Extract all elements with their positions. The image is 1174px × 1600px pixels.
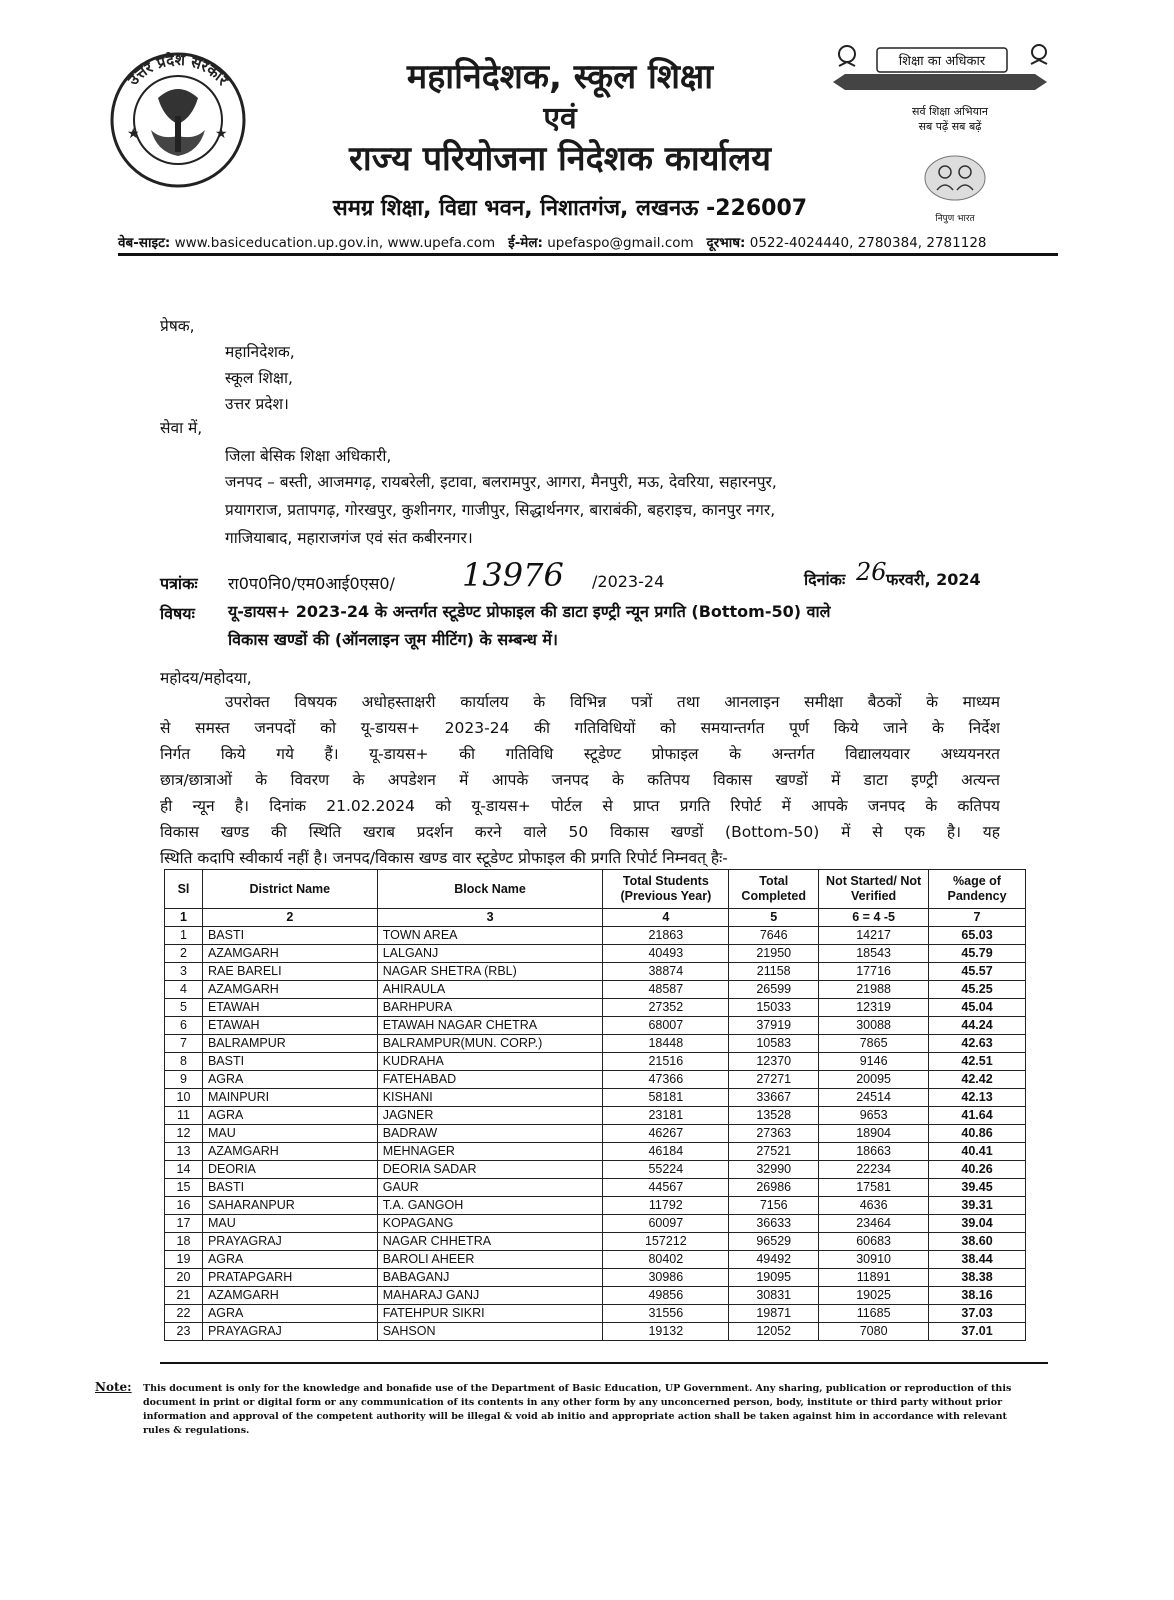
col-number: 1 xyxy=(165,909,203,927)
cell-not-started: 11685 xyxy=(819,1305,929,1323)
cell-sl: 8 xyxy=(165,1053,203,1071)
table-row xyxy=(165,1179,1026,1197)
subject-line: यू-डायस+ 2023-24 के अन्तर्गत स्टूडेण्ट प्रोफाइल की डाटा इण्ट्री न्यून प्रगति (Bottom-50) वाले xyxy=(228,602,831,621)
table-row xyxy=(165,1035,1026,1053)
cell-district: AZAMGARH xyxy=(202,1287,377,1305)
recipient-line: प्रयागराज, प्रतापगढ़, गोरखपुर, कुशीनगर, गाजीपुर, सिद्धार्थनगर, बाराबंकी, बहराइच, कानपुर नगर, xyxy=(225,501,776,519)
cell-block: JAGNER xyxy=(377,1107,603,1125)
cell-sl: 11 xyxy=(165,1107,203,1125)
cell-block: FATEHPUR SIKRI xyxy=(377,1305,603,1323)
cell-not-started: 11891 xyxy=(819,1269,929,1287)
cell-sl: 1 xyxy=(165,927,203,945)
cell-district: BASTI xyxy=(202,1179,377,1197)
cell-pendency: 40.86 xyxy=(929,1125,1026,1143)
cell-not-started: 23464 xyxy=(819,1215,929,1233)
cell-total-completed: 33667 xyxy=(729,1089,819,1107)
cell-total-completed: 27363 xyxy=(729,1125,819,1143)
cell-block: FATEHABAD xyxy=(377,1071,603,1089)
subject-line: विकास खण्डों की (ऑनलाइन जूम मीटिंग) के सम्बन्ध में। xyxy=(228,630,558,649)
cell-district: DEORIA xyxy=(202,1161,377,1179)
table-row xyxy=(165,1251,1026,1269)
sender-line: उत्तर प्रदेश। xyxy=(225,395,289,413)
emblem-text: उत्तर प्रदेश सरकार xyxy=(124,50,232,89)
cell-total-students: 47366 xyxy=(603,1071,729,1089)
cell-pendency: 38.60 xyxy=(929,1233,1026,1251)
cell-total-completed: 15033 xyxy=(729,999,819,1017)
table-row xyxy=(165,945,1026,963)
cell-total-students: 157212 xyxy=(603,1233,729,1251)
cell-not-started: 21988 xyxy=(819,981,929,999)
website-label: वेब-साइट: xyxy=(118,235,171,251)
recipient-line: जनपद – बस्ती, आजमगढ़, रायबरेली, इटावा, बलरामपुर, आगरा, मैनपुरी, मऊ, देवरिया, सहारनपुर, xyxy=(225,473,777,491)
cell-total-students: 31556 xyxy=(603,1305,729,1323)
cell-total-completed: 27521 xyxy=(729,1143,819,1161)
cell-pendency: 40.26 xyxy=(929,1161,1026,1179)
cell-total-students: 30986 xyxy=(603,1269,729,1287)
cell-block: GAUR xyxy=(377,1179,603,1197)
cell-total-students: 21863 xyxy=(603,927,729,945)
cell-total-completed: 7646 xyxy=(729,927,819,945)
table-row xyxy=(165,1269,1026,1287)
table-body xyxy=(165,927,1026,1341)
table-row xyxy=(165,1215,1026,1233)
table-row xyxy=(165,963,1026,981)
reference-label: पत्रांकः xyxy=(160,574,198,593)
table-row xyxy=(165,1125,1026,1143)
body-line: छात्र/छात्राओं के विवरण के अपडेशन में आपके जनपद के कतिपय विकास खण्डों में डाटा इण्ट्री अत्यन्त xyxy=(160,771,1000,789)
cell-total-completed: 37919 xyxy=(729,1017,819,1035)
cell-total-completed: 27271 xyxy=(729,1071,819,1089)
cell-not-started: 7865 xyxy=(819,1035,929,1053)
cell-total-students: 58181 xyxy=(603,1089,729,1107)
cell-not-started: 9146 xyxy=(819,1053,929,1071)
cell-total-completed: 32990 xyxy=(729,1161,819,1179)
cell-district: MAU xyxy=(202,1215,377,1233)
cell-district: ETAWAH xyxy=(202,999,377,1017)
right-to-education-logo xyxy=(825,38,1055,100)
date-month-year: फरवरी, 2024 xyxy=(886,570,981,589)
cell-pendency: 45.79 xyxy=(929,945,1026,963)
cell-sl: 14 xyxy=(165,1161,203,1179)
cell-total-completed: 36633 xyxy=(729,1215,819,1233)
table-row xyxy=(165,1053,1026,1071)
cell-total-students: 60097 xyxy=(603,1215,729,1233)
bottom-50-progress-table xyxy=(164,869,1026,1341)
note-text: This document is only for the knowledge and bonafide use of the Department of Basic Education, UP Government. Any sharing, publication or reproduction of this document in print or digital form or any communication of its contents in any other form by any unconcerned person, body, institute or third party without prior information and approval of the competent authority will be illegal & void ab initio and appropriate action shall be taken against him in accordance with relevant rules & regulations. xyxy=(143,1383,1012,1436)
col-number: 7 xyxy=(929,909,1026,927)
body-line: स्थिति कदापि स्वीकार्य नहीं है। जनपद/विकास खण्ड वार स्टूडेण्ट प्रोफाइल की प्रगति रिपोर्ट निम्नवत् हैः- xyxy=(160,849,728,867)
svg-text:★: ★ xyxy=(215,126,228,142)
cell-not-started: 19025 xyxy=(819,1287,929,1305)
cell-total-completed: 12370 xyxy=(729,1053,819,1071)
table-row xyxy=(165,1107,1026,1125)
cell-block: BARHPURA xyxy=(377,999,603,1017)
cell-sl: 20 xyxy=(165,1269,203,1287)
cell-district: AGRA xyxy=(202,1107,377,1125)
svg-text:★: ★ xyxy=(127,126,140,142)
cell-block: LALGANJ xyxy=(377,945,603,963)
cell-block: BABAGANJ xyxy=(377,1269,603,1287)
col-header-pendency: %age of Pandency xyxy=(929,870,1026,909)
cell-total-completed: 12052 xyxy=(729,1323,819,1341)
cell-district: BALRAMPUR xyxy=(202,1035,377,1053)
table-row xyxy=(165,1197,1026,1215)
ssa-line2: सब पढ़ें सब बढ़ें xyxy=(918,120,982,133)
header-divider xyxy=(118,253,1058,256)
cell-pendency: 65.03 xyxy=(929,927,1026,945)
cell-not-started: 30088 xyxy=(819,1017,929,1035)
note-label: Note: xyxy=(95,1380,132,1394)
reference-year: /2023-24 xyxy=(592,572,665,591)
cell-pendency: 42.42 xyxy=(929,1071,1026,1089)
cell-total-completed: 19871 xyxy=(729,1305,819,1323)
col-number: 6 = 4 -5 xyxy=(819,909,929,927)
cell-sl: 10 xyxy=(165,1089,203,1107)
cell-block: NAGAR CHHETRA xyxy=(377,1233,603,1251)
cell-total-completed: 96529 xyxy=(729,1233,819,1251)
cell-sl: 13 xyxy=(165,1143,203,1161)
cell-block: KUDRAHA xyxy=(377,1053,603,1071)
cell-total-students: 46184 xyxy=(603,1143,729,1161)
subject-label: विषयः xyxy=(160,604,195,623)
cell-total-students: 11792 xyxy=(603,1197,729,1215)
phone-label: दूरभाष: xyxy=(706,235,746,251)
cell-pendency: 45.25 xyxy=(929,981,1026,999)
cell-pendency: 39.04 xyxy=(929,1215,1026,1233)
table-row xyxy=(165,999,1026,1017)
cell-total-completed: 21950 xyxy=(729,945,819,963)
cell-district: BASTI xyxy=(202,1053,377,1071)
cell-total-students: 68007 xyxy=(603,1017,729,1035)
cell-not-started: 24514 xyxy=(819,1089,929,1107)
cell-pendency: 38.16 xyxy=(929,1287,1026,1305)
cell-block: BAROLI AHEER xyxy=(377,1251,603,1269)
cell-total-students: 18448 xyxy=(603,1035,729,1053)
email-label: ई-मेल: xyxy=(508,235,543,251)
office-title-line3: राज्य परियोजना निदेशक कार्यालय xyxy=(348,139,772,179)
cell-district: BASTI xyxy=(202,927,377,945)
cell-sl: 7 xyxy=(165,1035,203,1053)
table-row xyxy=(165,1287,1026,1305)
cell-pendency: 45.57 xyxy=(929,963,1026,981)
cell-district: SAHARANPUR xyxy=(202,1197,377,1215)
cell-total-students: 27352 xyxy=(603,999,729,1017)
body-line: ही न्यून है। दिनांक 21.02.2024 को यू-डायस+ पोर्टल से प्राप्त प्रगति रिपोर्ट में आपके जनपद के कतिपय xyxy=(160,797,1000,815)
reference-handwritten-number: 13976 xyxy=(462,556,564,594)
col-header-not-started: Not Started/ Not Verified xyxy=(819,870,929,909)
cell-not-started: 18663 xyxy=(819,1143,929,1161)
cell-not-started: 18904 xyxy=(819,1125,929,1143)
sender-label: प्रेषक, xyxy=(160,317,195,335)
col-header-total-completed: Total Completed xyxy=(729,870,819,909)
cell-district: MAINPURI xyxy=(202,1089,377,1107)
date-handwritten-day: 26 xyxy=(856,558,887,586)
cell-pendency: 44.24 xyxy=(929,1017,1026,1035)
body-line: उपरोक्त विषयक अधोहस्ताक्षरी कार्यालय के विभिन्न पत्रों तथा आनलाइन समीक्षा बैठकों के माध्यम xyxy=(225,693,1000,711)
cell-pendency: 38.44 xyxy=(929,1251,1026,1269)
table-row xyxy=(165,1143,1026,1161)
cell-total-students: 46267 xyxy=(603,1125,729,1143)
cell-not-started: 9653 xyxy=(819,1107,929,1125)
cell-sl: 4 xyxy=(165,981,203,999)
office-address: समग्र शिक्षा, विद्या भवन, निशातगंज, लखनऊ -226007 xyxy=(332,196,808,221)
cell-pendency: 42.51 xyxy=(929,1053,1026,1071)
cell-not-started: 60683 xyxy=(819,1233,929,1251)
sender-line: महानिदेशक, xyxy=(225,343,295,361)
recipient-line: जिला बेसिक शिक्षा अधिकारी, xyxy=(225,447,392,465)
cell-block: BADRAW xyxy=(377,1125,603,1143)
cell-total-students: 80402 xyxy=(603,1251,729,1269)
salutation: महोदय/महोदया, xyxy=(160,669,252,687)
cell-total-completed: 13528 xyxy=(729,1107,819,1125)
cell-sl: 22 xyxy=(165,1305,203,1323)
col-number: 3 xyxy=(377,909,603,927)
col-header-district: District Name xyxy=(202,870,377,909)
cell-pendency: 42.13 xyxy=(929,1089,1026,1107)
cell-total-completed: 7156 xyxy=(729,1197,819,1215)
cell-total-completed: 19095 xyxy=(729,1269,819,1287)
cell-total-completed: 26986 xyxy=(729,1179,819,1197)
cell-total-students: 48587 xyxy=(603,981,729,999)
contact-line xyxy=(118,233,987,251)
cell-total-students: 38874 xyxy=(603,963,729,981)
cell-sl: 9 xyxy=(165,1071,203,1089)
reference-number: रा0प0नि0/एम0आई0एस0/ xyxy=(228,574,395,593)
office-title-line1: महानिदेशक, स्कूल शिक्षा xyxy=(406,57,714,97)
sender-line: स्कूल शिक्षा, xyxy=(225,369,293,387)
cell-district: AGRA xyxy=(202,1251,377,1269)
cell-district: AZAMGARH xyxy=(202,1143,377,1161)
cell-block: DEORIA SADAR xyxy=(377,1161,603,1179)
cell-total-completed: 21158 xyxy=(729,963,819,981)
table-row xyxy=(165,927,1026,945)
body-line: विकास खण्ड की स्थिति खराब प्रदर्शन करने वाले 50 विकास खण्डों (Bottom-50) में से एक है। यह xyxy=(160,823,1000,841)
table-row xyxy=(165,1089,1026,1107)
date-label: दिनांकः xyxy=(804,570,846,589)
col-number: 5 xyxy=(729,909,819,927)
cell-pendency: 41.64 xyxy=(929,1107,1026,1125)
nipun-bharat-logo xyxy=(915,148,995,208)
col-header-block: Block Name xyxy=(377,870,603,909)
cell-total-completed: 26599 xyxy=(729,981,819,999)
cell-total-students: 23181 xyxy=(603,1107,729,1125)
cell-district: RAE BARELI xyxy=(202,963,377,981)
cell-district: PRAYAGRAJ xyxy=(202,1323,377,1341)
table-column-number-row xyxy=(165,909,1026,927)
recipient-line: गाजियाबाद, महाराजगंज एवं संत कबीरनगर। xyxy=(225,529,473,547)
cell-total-completed: 10583 xyxy=(729,1035,819,1053)
cell-pendency: 40.41 xyxy=(929,1143,1026,1161)
cell-block: SAHSON xyxy=(377,1323,603,1341)
cell-total-students: 49856 xyxy=(603,1287,729,1305)
cell-pendency: 39.31 xyxy=(929,1197,1026,1215)
cell-not-started: 14217 xyxy=(819,927,929,945)
body-line: से समस्त जनपदों को यू-डायस+ 2023-24 की गतिविधियों को समयान्तर्गत पूर्ण किये जाने के निर्देश xyxy=(160,719,1000,737)
cell-not-started: 20095 xyxy=(819,1071,929,1089)
cell-district: AZAMGARH xyxy=(202,981,377,999)
cell-pendency: 38.38 xyxy=(929,1269,1026,1287)
table-row xyxy=(165,1233,1026,1251)
cell-sl: 15 xyxy=(165,1179,203,1197)
cell-block: TOWN AREA xyxy=(377,927,603,945)
cell-sl: 19 xyxy=(165,1251,203,1269)
svg-text:उत्तर प्रदेश सरकार xyxy=(123,51,232,90)
cell-total-students: 19132 xyxy=(603,1323,729,1341)
cell-sl: 18 xyxy=(165,1233,203,1251)
cell-sl: 5 xyxy=(165,999,203,1017)
cell-not-started: 18543 xyxy=(819,945,929,963)
cell-not-started: 17581 xyxy=(819,1179,929,1197)
cell-not-started: 22234 xyxy=(819,1161,929,1179)
cell-sl: 21 xyxy=(165,1287,203,1305)
cell-not-started: 17716 xyxy=(819,963,929,981)
cell-pendency: 37.01 xyxy=(929,1323,1026,1341)
cell-block: MEHNAGER xyxy=(377,1143,603,1161)
cell-not-started: 12319 xyxy=(819,999,929,1017)
cell-block: BALRAMPUR(MUN. CORP.) xyxy=(377,1035,603,1053)
body-line: निर्गत किये गये हैं। यू-डायस+ की गतिविधि स्टूडेण्ट प्रोफाइल के अन्तर्गत विद्यालयवार अध्ययनरत xyxy=(160,745,1000,763)
cell-district: MAU xyxy=(202,1125,377,1143)
table-row xyxy=(165,981,1026,999)
phone-number: 0522-4024440, 2780384, 2781128 xyxy=(749,235,987,251)
cell-sl: 12 xyxy=(165,1125,203,1143)
cell-district: PRATAPGARH xyxy=(202,1269,377,1287)
cell-block: ETAWAH NAGAR CHETRA xyxy=(377,1017,603,1035)
cell-total-students: 55224 xyxy=(603,1161,729,1179)
cell-block: NAGAR SHETRA (RBL) xyxy=(377,963,603,981)
ssa-line1: सर्व शिक्षा अभियान xyxy=(912,105,988,118)
cell-block: AHIRAULA xyxy=(377,981,603,999)
cell-not-started: 4636 xyxy=(819,1197,929,1215)
cell-pendency: 39.45 xyxy=(929,1179,1026,1197)
cell-total-completed: 30831 xyxy=(729,1287,819,1305)
office-title-line2: एवं xyxy=(543,101,577,136)
cell-total-completed: 49492 xyxy=(729,1251,819,1269)
cell-block: T.A. GANGOH xyxy=(377,1197,603,1215)
table-row xyxy=(165,1305,1026,1323)
cell-sl: 6 xyxy=(165,1017,203,1035)
col-number: 4 xyxy=(603,909,729,927)
col-number: 2 xyxy=(202,909,377,927)
table-row xyxy=(165,1071,1026,1089)
cell-sl: 16 xyxy=(165,1197,203,1215)
cell-sl: 3 xyxy=(165,963,203,981)
cell-sl: 23 xyxy=(165,1323,203,1341)
cell-sl: 17 xyxy=(165,1215,203,1233)
recipient-label: सेवा में, xyxy=(160,419,203,437)
col-header-sl: Sl xyxy=(165,870,203,909)
rte-logo-text: शिक्षा का अधिकार xyxy=(898,54,986,69)
website-link[interactable]: www.basiceducation.up.gov.in, www.upefa.com xyxy=(174,235,496,251)
footer-divider xyxy=(160,1362,1048,1364)
cell-block: MAHARAJ GANJ xyxy=(377,1287,603,1305)
cell-pendency: 45.04 xyxy=(929,999,1026,1017)
table-row xyxy=(165,1017,1026,1035)
cell-district: AGRA xyxy=(202,1305,377,1323)
cell-district: ETAWAH xyxy=(202,1017,377,1035)
cell-block: KOPAGANG xyxy=(377,1215,603,1233)
cell-sl: 2 xyxy=(165,945,203,963)
cell-not-started: 7080 xyxy=(819,1323,929,1341)
cell-pendency: 37.03 xyxy=(929,1305,1026,1323)
table-header-row xyxy=(165,870,1026,909)
cell-pendency: 42.63 xyxy=(929,1035,1026,1053)
nipun-caption: निपुण भारत xyxy=(935,214,975,224)
col-header-total-students: Total Students (Previous Year) xyxy=(603,870,729,909)
cell-total-students: 40493 xyxy=(603,945,729,963)
cell-district: PRAYAGRAJ xyxy=(202,1233,377,1251)
cell-not-started: 30910 xyxy=(819,1251,929,1269)
cell-district: AZAMGARH xyxy=(202,945,377,963)
cell-block: KISHANI xyxy=(377,1089,603,1107)
table-row xyxy=(165,1323,1026,1341)
cell-district: AGRA xyxy=(202,1071,377,1089)
up-government-emblem xyxy=(103,50,253,190)
email-link[interactable]: upefaspo@gmail.com xyxy=(547,235,694,251)
cell-total-students: 44567 xyxy=(603,1179,729,1197)
cell-total-students: 21516 xyxy=(603,1053,729,1071)
table-row xyxy=(165,1161,1026,1179)
